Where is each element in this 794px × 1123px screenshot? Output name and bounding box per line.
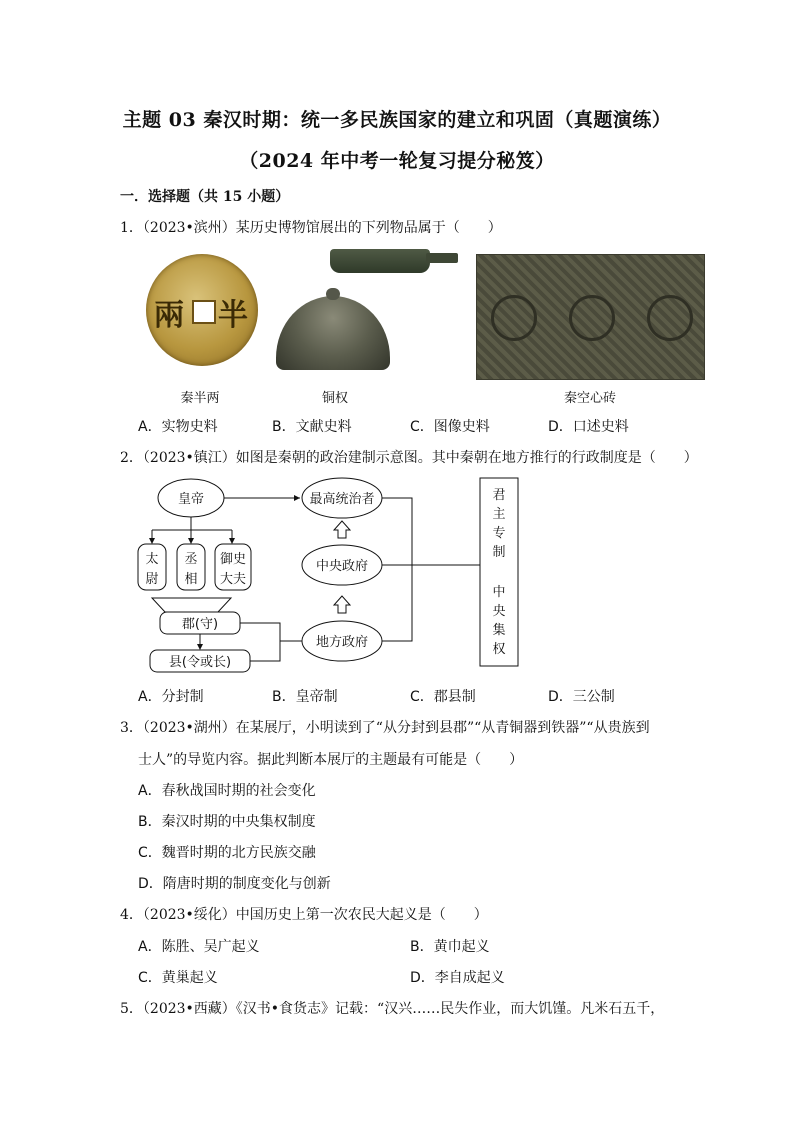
arrowhead bbox=[197, 644, 203, 650]
funnel-to-jun bbox=[152, 598, 231, 612]
caption-weight: 铜权 bbox=[321, 391, 348, 406]
system-char: 君 bbox=[492, 488, 506, 503]
label-supreme-ruler: 最高统治者 bbox=[309, 492, 375, 507]
connector-bracket bbox=[382, 498, 412, 641]
system-char: 中 bbox=[492, 585, 506, 600]
q5-stem: 5．（2023•西藏）《汉书•食货志》记载：“汉兴……民失作业，而大饥馑。凡米石五千， bbox=[120, 1001, 665, 1017]
q4-option-d[interactable]: D．李自成起义 bbox=[410, 970, 505, 986]
hollow-arrow-up bbox=[334, 521, 350, 538]
arrowhead bbox=[229, 538, 235, 544]
q2-option-b[interactable]: B．皇帝制 bbox=[272, 689, 338, 705]
q1-stem: 1．（2023•滨州）某历史博物馆展出的下列物品属于（ ） bbox=[120, 220, 502, 236]
document-title: 主题 03 秦汉时期：统一多民族国家的建立和巩固（真题演练） bbox=[122, 109, 672, 131]
system-char: 制 bbox=[492, 545, 506, 560]
label-xian: 县(令或长) bbox=[168, 655, 232, 670]
q4-stem: 4．（2023•绥化）中国历史上第一次农民大起义是（ ） bbox=[120, 907, 488, 923]
label-emperor: 皇帝 bbox=[177, 492, 205, 507]
system-char: 央 bbox=[492, 604, 506, 619]
q1-option-a[interactable]: A．实物史料 bbox=[138, 419, 218, 435]
q1-option-d[interactable]: D．口述史料 bbox=[548, 419, 629, 435]
system-char: 主 bbox=[492, 507, 506, 522]
q3-option-a[interactable]: A．春秋战国时期的社会变化 bbox=[138, 783, 316, 799]
arrowhead bbox=[188, 538, 194, 544]
q2-option-c[interactable]: C．郡县制 bbox=[410, 689, 476, 705]
q3-option-b[interactable]: B．秦汉时期的中央集权制度 bbox=[138, 814, 316, 830]
caption-coin: 秦半两 bbox=[180, 391, 220, 406]
label-yushidafu-2: 大夫 bbox=[219, 572, 247, 587]
system-char: 权 bbox=[492, 642, 506, 657]
arrowhead bbox=[294, 495, 300, 501]
q4-option-c[interactable]: C．黄巢起义 bbox=[138, 970, 218, 986]
q3-option-c[interactable]: C．魏晋时期的北方民族交融 bbox=[138, 845, 316, 861]
q3-option-d[interactable]: D．隋唐时期的制度变化与创新 bbox=[138, 876, 331, 892]
label-chengxiang-1: 丞 bbox=[184, 552, 198, 567]
q3-stem-line2: 士人”的导览内容。据此判断本展厅的主题最有可能是（ ） bbox=[138, 752, 524, 768]
system-char: 集 bbox=[492, 623, 506, 638]
document-subtitle: （2024 年中考一轮复习提分秘笈） bbox=[239, 150, 555, 172]
q3-stem-line1: 3．（2023•湖州）在某展厅，小明读到了“从分封到县郡”“从青铜器到铁器”“从贵族到 bbox=[120, 720, 650, 736]
label-chengxiang-2: 相 bbox=[184, 572, 198, 587]
caption-brick: 秦空心砖 bbox=[563, 391, 616, 406]
coin-char-left: 兩 bbox=[154, 298, 184, 333]
q2-option-a[interactable]: A．分封制 bbox=[138, 689, 204, 705]
coin-char-right: 半 bbox=[218, 298, 248, 333]
label-jun: 郡(守) bbox=[181, 617, 219, 632]
q4-option-b[interactable]: B．黄巾起义 bbox=[410, 939, 490, 955]
q4-option-a[interactable]: A．陈胜、吴广起义 bbox=[138, 939, 260, 955]
q2-stem: 2．（2023•镇江）如图是秦朝的政治建制示意图。其中秦朝在地方推行的行政制度是（ ） bbox=[120, 450, 698, 466]
label-yushidafu-1: 御史 bbox=[219, 552, 247, 567]
arrowhead bbox=[149, 538, 155, 544]
system-char: 专 bbox=[492, 526, 506, 541]
label-taiwei-1: 太 bbox=[145, 552, 159, 567]
q2-option-d[interactable]: D．三公制 bbox=[548, 689, 615, 705]
q1-option-b[interactable]: B．文献史料 bbox=[272, 419, 352, 435]
label-taiwei-2: 尉 bbox=[145, 572, 159, 587]
label-local-government: 地方政府 bbox=[315, 635, 369, 650]
label-central-government: 中央政府 bbox=[315, 559, 369, 574]
q1-option-c[interactable]: C．图像史料 bbox=[410, 419, 490, 435]
section-heading: 一．选择题（共 15 小题） bbox=[120, 189, 290, 205]
hollow-arrow-up bbox=[334, 596, 350, 613]
